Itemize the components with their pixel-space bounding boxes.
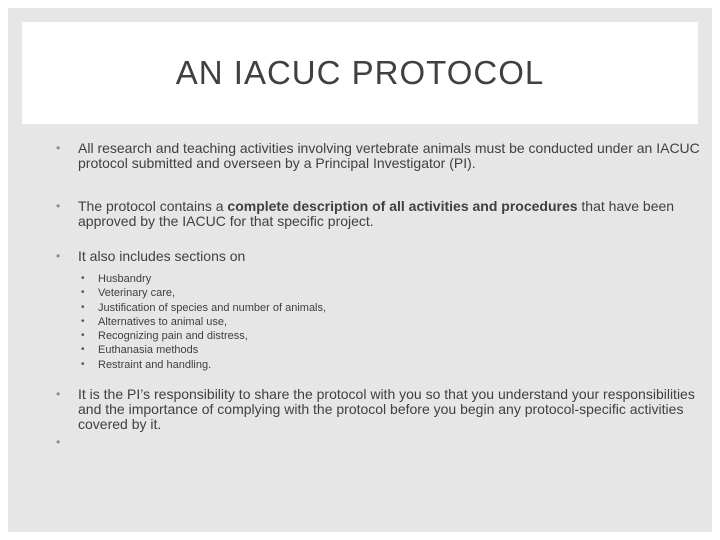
sub-item-husbandry: • Husbandry bbox=[81, 273, 152, 285]
bullet-icon: • bbox=[56, 249, 61, 263]
sub-bullet-icon: • bbox=[81, 301, 85, 313]
bullet-icon: • bbox=[56, 435, 61, 449]
sub-item-pain-distress: • Recognizing pain and distress, bbox=[81, 330, 248, 343]
sub-bullet-icon: • bbox=[81, 344, 85, 356]
sub-bullet-icon: • bbox=[81, 358, 85, 370]
sub-bullet-icon: • bbox=[81, 287, 85, 299]
slide bbox=[8, 8, 712, 532]
bullet-2 bbox=[56, 199, 708, 229]
bullet-4 bbox=[56, 387, 708, 432]
bullet-text: It also includes sections on bbox=[78, 248, 246, 264]
sub-item-euthanasia: • Euthanasia methods bbox=[81, 344, 199, 357]
sub-item-justification: • Justification of species and number of animals, bbox=[81, 301, 327, 314]
title-box bbox=[22, 22, 698, 124]
bullet-icon: • bbox=[56, 141, 61, 155]
sub-item-alternatives: • Alternatives to animal use, bbox=[81, 315, 228, 328]
sub-list bbox=[78, 272, 708, 372]
sub-item-veterinary-care: • Veterinary care, bbox=[81, 287, 176, 300]
bullet-1 bbox=[56, 141, 708, 171]
sub-bullet-icon: • bbox=[81, 315, 85, 327]
sub-item-restraint: • Restraint and handling. bbox=[81, 358, 212, 371]
bullet-text: It is the PI’s responsibility to share the protocol with you so that you understand your responsibilities and the importance of complying with the protocol before you begin any protocol-specific activities covered by it. bbox=[78, 386, 695, 432]
bullet-text-post: that have been approved by the IACUC for that specific project. bbox=[78, 198, 675, 229]
sub-bullet-icon: • bbox=[81, 330, 85, 342]
bullet-3 bbox=[56, 249, 708, 372]
sub-bullet-icon: • bbox=[81, 273, 85, 284]
bullet-text-bold: complete description of all activities and procedures bbox=[227, 198, 578, 214]
bullet-text: All research and teaching activities involving vertebrate animals must be conducted under an IACUC protocol submitted and overseen by a Principal Investigator (PI). bbox=[78, 140, 700, 171]
bullet-icon: • bbox=[56, 387, 61, 401]
slide-title: AN IACUC PROTOCOL bbox=[175, 54, 545, 91]
bullet-text-pre: The protocol contains a bbox=[78, 198, 228, 214]
bullet-icon: • bbox=[56, 199, 61, 213]
